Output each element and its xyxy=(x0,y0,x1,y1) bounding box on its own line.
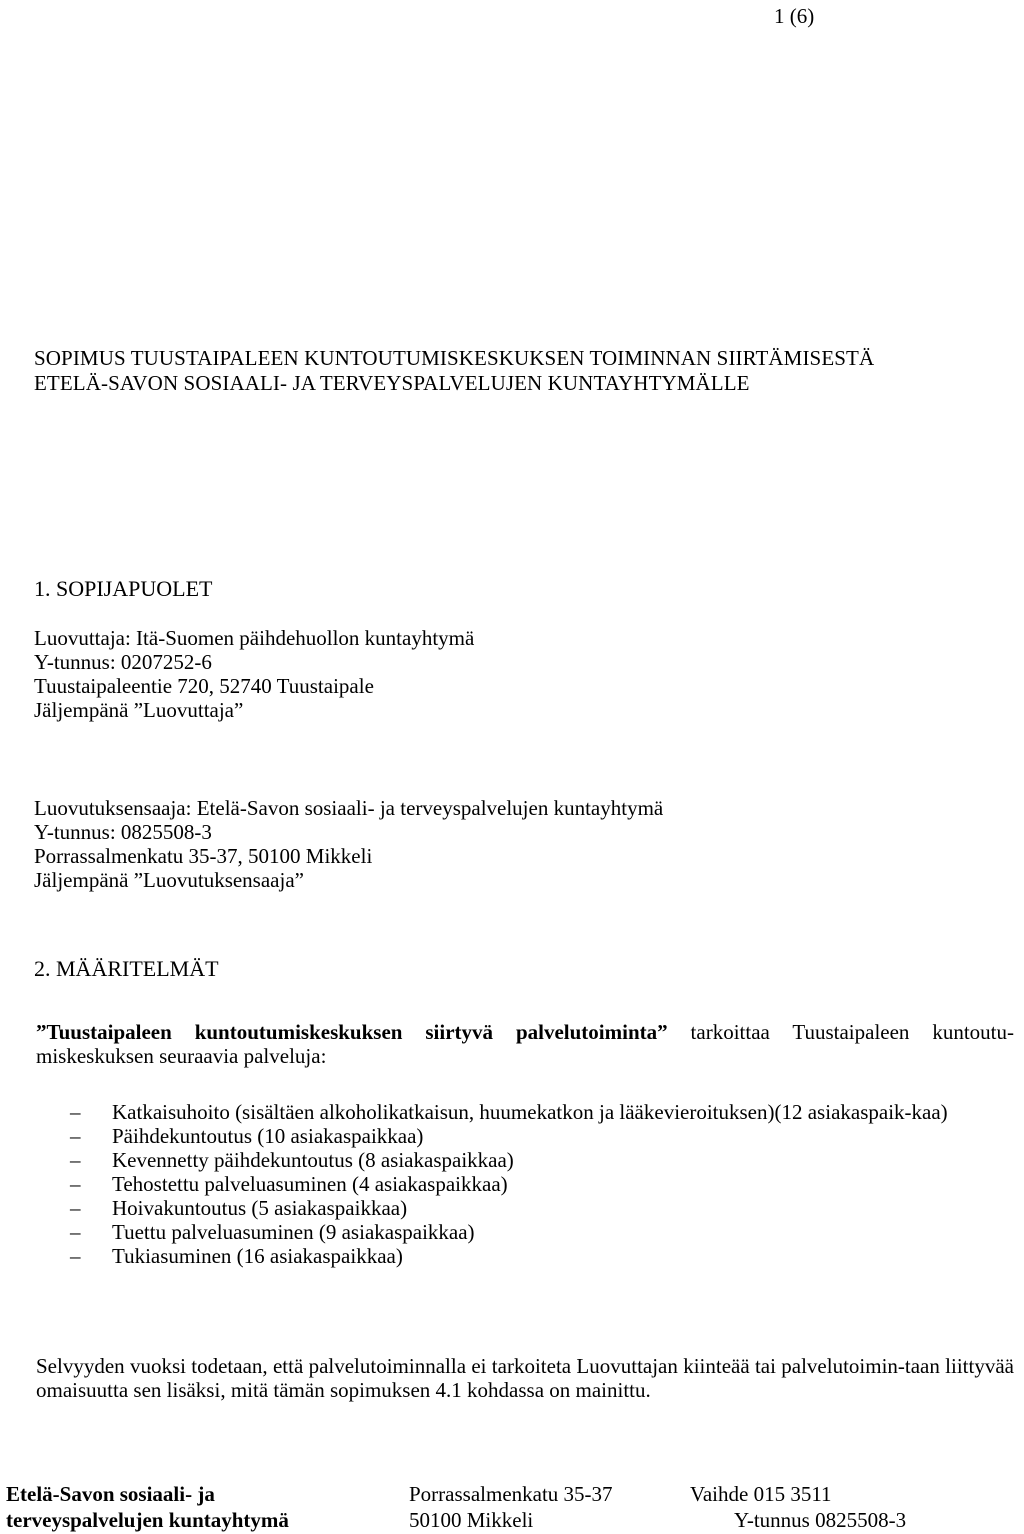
closing-paragraph: Selvyyden vuoksi todetaan, että palvelutoiminnalla ei tarkoiteta Luovuttajan kiinteää tai palvelutoimin-taan liittyvää omaisuutta sen lisäksi, mitä tämän sopimuksen 4.1 kohdassa on mainittu. xyxy=(36,1354,1014,1402)
list-item xyxy=(40,1220,1015,1244)
list-dash: – xyxy=(70,1124,81,1148)
footer-address-line-1: Porrassalmenkatu 35-37 xyxy=(409,1482,613,1506)
definition-term: ”Tuustaipaleen kuntoutumiskeskuksen siirtyvä palvelutoiminta” xyxy=(36,1020,668,1044)
service-list xyxy=(40,1100,1015,1268)
list-item-text: Tukiasuminen (16 asiakaspaikkaa) xyxy=(112,1244,403,1268)
luovuttaja-alias: Jäljempänä ”Luovuttaja” xyxy=(34,698,244,722)
title-line-1: SOPIMUS TUUSTAIPALEEN KUNTOUTUMISKESKUKSEN TOIMINNAN SIIRTÄMISESTÄ xyxy=(34,346,875,370)
list-dash: – xyxy=(70,1196,81,1220)
footer-organization xyxy=(6,1481,289,1533)
footer-org-line-2: terveyspalvelujen kuntayhtymä xyxy=(6,1508,289,1532)
luovutuksensaaja-ytunnus: Y-tunnus: 0825508-3 xyxy=(34,820,212,844)
luovutuksensaaja-alias: Jäljempänä ”Luovutuksensaaja” xyxy=(34,868,304,892)
list-item xyxy=(40,1244,1015,1268)
luovutuksensaaja-address: Porrassalmenkatu 35-37, 50100 Mikkeli xyxy=(34,844,373,868)
luovuttaja-address: Tuustaipaleentie 720, 52740 Tuustaipale xyxy=(34,674,374,698)
luovutuksensaaja-name: Luovutuksensaaja: Etelä-Savon sosiaali- ja terveyspalvelujen kuntayhtymä xyxy=(34,796,664,820)
list-item xyxy=(40,1196,1015,1220)
list-dash: – xyxy=(70,1148,81,1172)
list-item-text: Hoivakuntoutus (5 asiakaspaikkaa) xyxy=(112,1196,408,1220)
definition-paragraph xyxy=(36,1020,1014,1068)
list-item-text: Katkaisuhoito (sisältäen alkoholikatkaisun, huumekatkon ja lääkevieroituksen)(12 asiakaspaik-kaa) xyxy=(112,1100,948,1124)
section-1-heading: 1. SOPIJAPUOLET xyxy=(34,576,213,601)
luovuttaja-ytunnus: Y-tunnus: 0207252-6 xyxy=(34,650,212,674)
list-item xyxy=(40,1172,1015,1196)
footer-contact xyxy=(690,1481,906,1533)
footer-ytunnus: Y-tunnus 0825508-3 xyxy=(734,1508,907,1532)
section-2-heading: 2. MÄÄRITELMÄT xyxy=(34,956,219,981)
list-item xyxy=(40,1100,1015,1124)
list-item-text: Kevennetty päihdekuntoutus (8 asiakaspaikkaa) xyxy=(112,1148,514,1172)
list-item-text: Päihdekuntoutus (10 asiakaspaikkaa) xyxy=(112,1124,424,1148)
luovutuksensaaja-block xyxy=(34,796,663,892)
list-dash: – xyxy=(70,1100,81,1124)
list-dash: – xyxy=(70,1244,81,1268)
footer-phone: Vaihde 015 3511 xyxy=(690,1482,832,1506)
list-dash: – xyxy=(70,1172,81,1196)
list-item-text: Tuettu palveluasuminen (9 asiakaspaikkaa) xyxy=(112,1220,475,1244)
list-item-text: Tehostettu palveluasuminen (4 asiakaspaikkaa) xyxy=(112,1172,508,1196)
list-item xyxy=(40,1124,1015,1148)
page-number: 1 (6) xyxy=(774,4,815,28)
footer-address xyxy=(409,1481,613,1533)
list-dash: – xyxy=(70,1220,81,1244)
list-item xyxy=(40,1148,1015,1172)
footer-org-line-1: Etelä-Savon sosiaali- ja xyxy=(6,1482,215,1506)
document-title xyxy=(34,346,874,396)
luovuttaja-block xyxy=(34,626,474,722)
footer-address-line-2: 50100 Mikkeli xyxy=(409,1508,534,1532)
luovuttaja-name: Luovuttaja: Itä-Suomen päihdehuollon kuntayhtymä xyxy=(34,626,475,650)
definition-text: tarkoittaa Tuustaipaleen kuntoutu-miskeskuksen seuraavia palveluja: xyxy=(36,1020,1014,1068)
title-line-2: ETELÄ-SAVON SOSIAALI- JA TERVEYSPALVELUJEN KUNTAYHTYMÄLLE xyxy=(34,371,750,395)
